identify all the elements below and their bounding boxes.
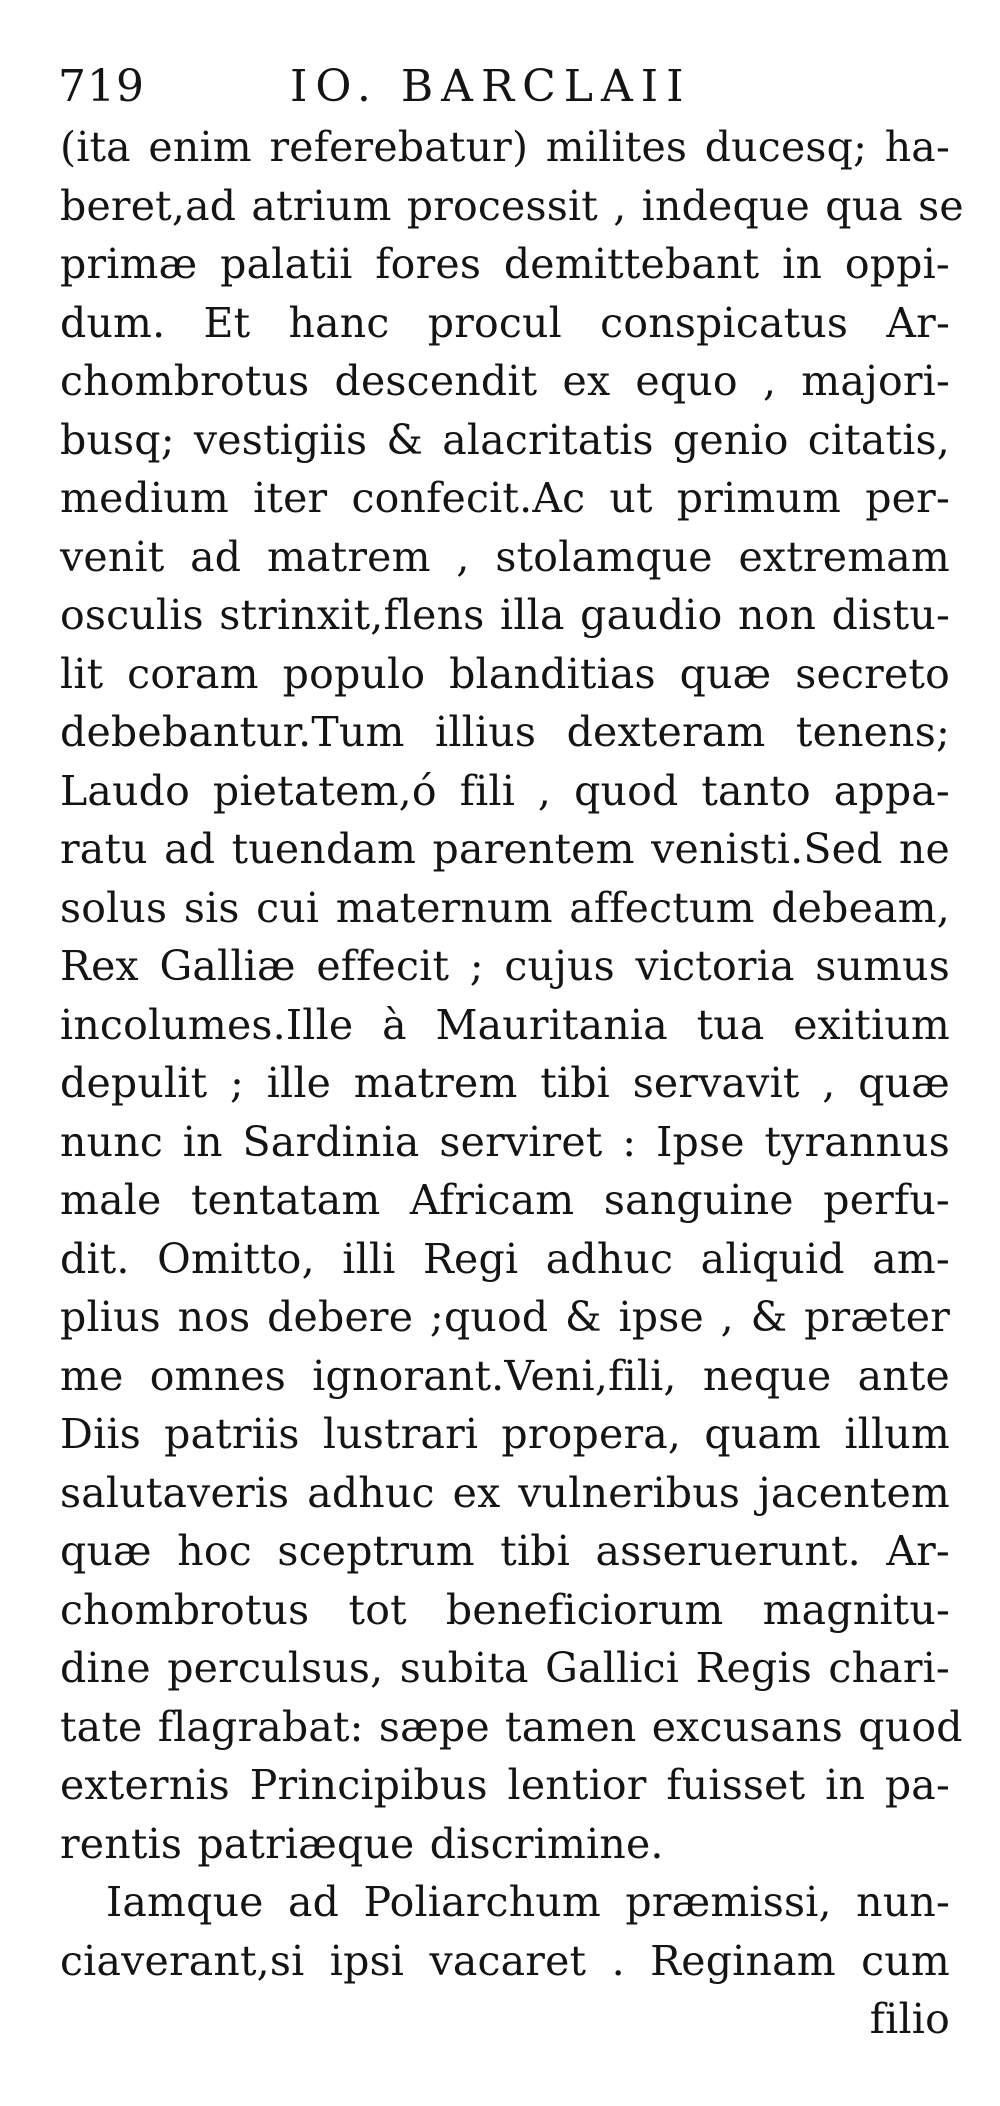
text-line: ciaverant,si ipsi vacaret . Reginam cum (60, 1936, 950, 1985)
text-line: Laudo pietatem,ó fili , quod tanto appa- (60, 766, 950, 815)
text-line: dum. Et hanc procul conspicatus Ar- (60, 298, 950, 347)
text-line: externis Principibus lentior fuisset in pa- (60, 1761, 950, 1809)
text-line: depulit ; ille matrem tibi servavit , quæ (60, 1059, 950, 1107)
text-line: medium iter confecit.Ac ut primum per- (60, 474, 950, 522)
text-line: ratu ad tuendam parentem venisti.Sed ne (60, 825, 950, 873)
text-line: plius nos debere ;quod & ipse , & præter (60, 1293, 950, 1341)
text-line: dine perculsus, subita Gallici Regis chari- (60, 1644, 950, 1692)
body-text (60, 118, 964, 2049)
page-header (58, 52, 958, 122)
text-line: solus sis cui maternum affectum debeam, (60, 883, 950, 932)
text-line: dit. Omitto, illi Regi adhuc aliquid am- (60, 1234, 950, 1283)
text-line: beret,ad atrium processit , indeque qua se (60, 181, 964, 230)
text-line: Diis patriis lustrari propera, quam illum (60, 1410, 950, 1458)
text-line: salutaveris adhuc ex vulneribus jacentem (60, 1468, 950, 1517)
text-line: rentis patriæque discrimine. (60, 1819, 664, 1868)
text-line: male tentatam Africam sanguine perfu- (60, 1176, 950, 1224)
text-line: osculis strinxit,flens illa gaudio non distu- (60, 591, 950, 639)
text-line: me omnes ignorant.Veni,fili, neque ante (60, 1351, 950, 1400)
text-line: incolumes.Ille à Mauritania tua exitium (60, 1000, 950, 1049)
catchword: filio (869, 1995, 950, 2043)
text-line: Iamque ad Poliarchum præmissi, nun- (106, 1878, 950, 1926)
page-number: 719 (58, 61, 145, 112)
running-head: IO. BARCLAII (290, 61, 692, 112)
text-line: busq; vestigiis & alacritatis genio citatis, (60, 415, 950, 464)
text-line: chombrotus descendit ex equo , majori- (60, 357, 950, 405)
text-line: (ita enim referebatur) milites ducesq; ha- (60, 123, 950, 171)
text-line: debebantur.Tum illius dexteram tenens; (60, 708, 950, 756)
text-line: chombrotus tot beneficiorum magnitu- (60, 1585, 950, 1634)
text-line: lit coram populo blanditias quæ secreto (60, 649, 950, 698)
text-line: tate flagrabat: sæpe tamen excusans quod (60, 1702, 963, 1751)
text-line: nunc in Sardinia serviret : Ipse tyrannus (60, 1117, 950, 1166)
text-line: quæ hoc sceptrum tibi asseruerunt. Ar- (60, 1527, 950, 1575)
text-line: Rex Galliæ effecit ; cujus victoria sumus (60, 942, 950, 990)
text-line: primæ palatii fores demittebant in oppi- (60, 240, 950, 288)
text-line: venit ad matrem , stolamque extremam (60, 532, 950, 581)
